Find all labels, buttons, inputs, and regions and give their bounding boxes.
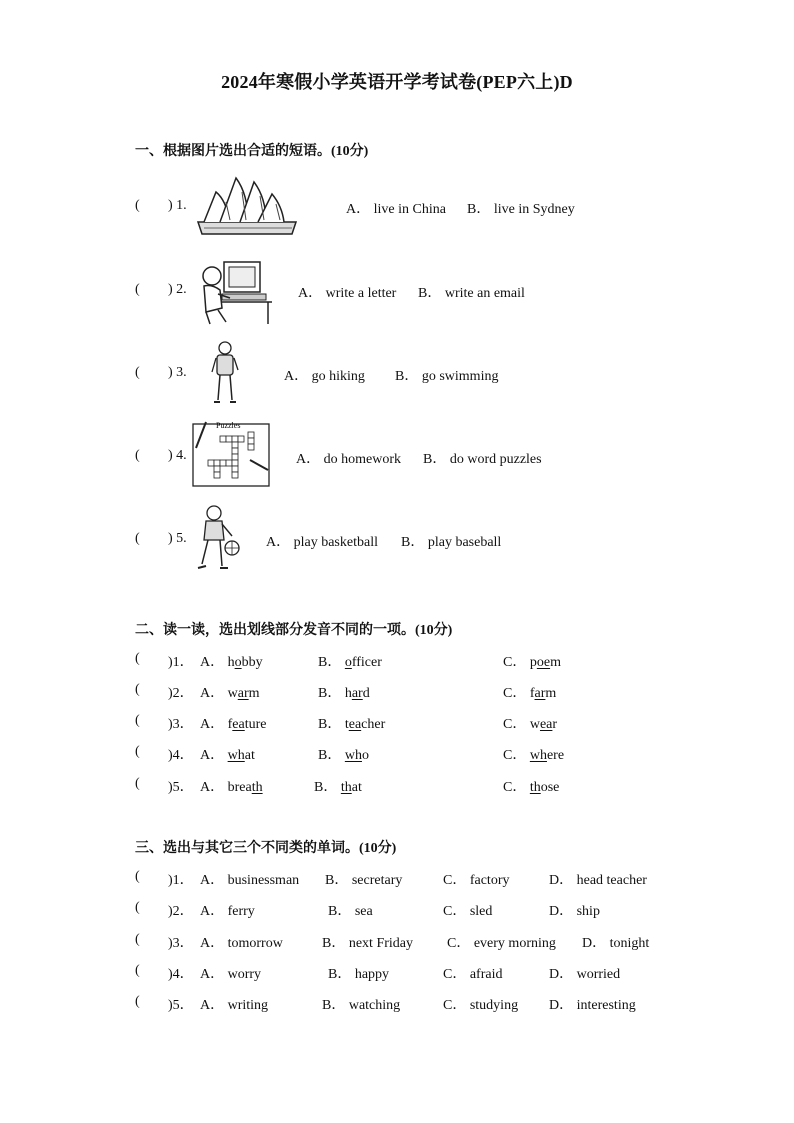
s1-question-5: ( ) 5. A． play basketball B． play baseball xyxy=(135,531,502,550)
s1-question-1: ( ) 1. A． live in China B． live in Sydney xyxy=(135,198,575,217)
option-a[interactable]: A． tomorrow xyxy=(200,936,283,951)
s3-question-5: ( )5． A． writing B． watching C． studying D． interesting xyxy=(135,994,636,1013)
option-a[interactable]: A． write a letter xyxy=(298,286,397,301)
option-a[interactable]: A． ferry xyxy=(200,904,255,919)
option-a[interactable]: A． live in China xyxy=(346,202,446,217)
s3-question-4: ( )4． A． worry B． happy C． afraid D． worried xyxy=(135,963,621,982)
section-3-heading: 三、选出与其它三个不同类的单词。(10分) xyxy=(135,841,397,856)
option-b[interactable]: B． go swimming xyxy=(395,369,499,384)
section-1-heading: 一、根据图片选出合适的短语。(10分) xyxy=(135,144,369,159)
option-b[interactable]: B． live in Sydney xyxy=(467,202,575,217)
option-c[interactable]: C． studying xyxy=(443,998,519,1013)
option-a[interactable]: A． go hiking xyxy=(284,369,365,384)
option-b[interactable]: B． hard xyxy=(318,686,370,701)
option-d[interactable]: D． tonight xyxy=(582,936,650,951)
option-c[interactable]: C． wear xyxy=(503,717,558,732)
option-a[interactable]: A． breath xyxy=(200,780,263,795)
option-a[interactable]: A． businessman xyxy=(200,873,300,888)
option-a[interactable]: A． worry xyxy=(200,967,262,982)
s2-question-1: ( )1． A． hobby B． officer C． poem xyxy=(135,651,561,670)
option-a[interactable]: A． hobby xyxy=(200,655,263,670)
s2-question-4: ( )4． A． what B． who C． where xyxy=(135,744,565,763)
option-b[interactable]: B． write an email xyxy=(418,286,525,301)
option-b[interactable]: B． teacher xyxy=(318,717,386,732)
option-b[interactable]: B． do word puzzles xyxy=(423,452,542,467)
page-title: 2024年寒假小学英语开学考试卷(PEP六上)D xyxy=(221,72,573,92)
option-c[interactable]: C． those xyxy=(503,780,560,795)
option-a[interactable]: A． what xyxy=(200,748,255,763)
s2-question-2: ( )2． A． warm B． hard C． farm xyxy=(135,682,557,701)
option-d[interactable]: D． ship xyxy=(549,904,600,919)
option-c[interactable]: C． sled xyxy=(443,904,493,919)
option-c[interactable]: C． afraid xyxy=(443,967,503,982)
s1-question-2: ( ) 2. A． write a letter B． write an email xyxy=(135,282,525,301)
option-c[interactable]: C． farm xyxy=(503,686,557,701)
option-b[interactable]: B． who xyxy=(318,748,369,763)
s1-question-4: ( ) 4. A． do homework B． do word puzzles xyxy=(135,448,542,467)
s3-question-1: ( )1． A． businessman B． secretary C． factory D． head teacher xyxy=(135,869,647,888)
option-a[interactable]: A． warm xyxy=(200,686,260,701)
option-a[interactable]: A． do homework xyxy=(296,452,401,467)
option-b[interactable]: B． secretary xyxy=(325,873,403,888)
option-b[interactable]: B． next Friday xyxy=(322,936,413,951)
option-c[interactable]: C． factory xyxy=(443,873,510,888)
option-a[interactable]: A． play basketball xyxy=(266,535,378,550)
puzzle-label: Puzzles xyxy=(216,421,241,430)
option-b[interactable]: B． sea xyxy=(328,904,373,919)
option-b[interactable]: B． happy xyxy=(328,967,390,982)
s3-question-3: ( )3． A． tomorrow B． next Friday C． every morning D． tonight xyxy=(135,932,650,951)
option-c[interactable]: C． every morning xyxy=(447,936,556,951)
s3-question-2: ( )2． A． ferry B． sea C． sled D． ship xyxy=(135,900,600,919)
s1-question-3: ( ) 3. A． go hiking B． go swimming xyxy=(135,365,499,384)
option-d[interactable]: D． interesting xyxy=(549,998,636,1013)
option-c[interactable]: C． where xyxy=(503,748,565,763)
s2-question-5: ( )5． A． breath B． that C． those xyxy=(135,776,560,795)
s2-question-3: ( )3． A． feature B． teacher C． wear xyxy=(135,713,558,732)
option-c[interactable]: C． poem xyxy=(503,655,561,670)
option-b[interactable]: B． officer xyxy=(318,655,382,670)
option-b[interactable]: B． that xyxy=(314,780,362,795)
option-d[interactable]: D． worried xyxy=(549,967,621,982)
section-2-heading: 二、读一读，选出划线部分发音不同的一项。(10分) xyxy=(135,623,453,638)
option-b[interactable]: B． play baseball xyxy=(401,535,502,550)
option-d[interactable]: D． head teacher xyxy=(549,873,647,888)
option-b[interactable]: B． watching xyxy=(322,998,401,1013)
option-a[interactable]: A． writing xyxy=(200,998,269,1013)
option-a[interactable]: A． feature xyxy=(200,717,267,732)
